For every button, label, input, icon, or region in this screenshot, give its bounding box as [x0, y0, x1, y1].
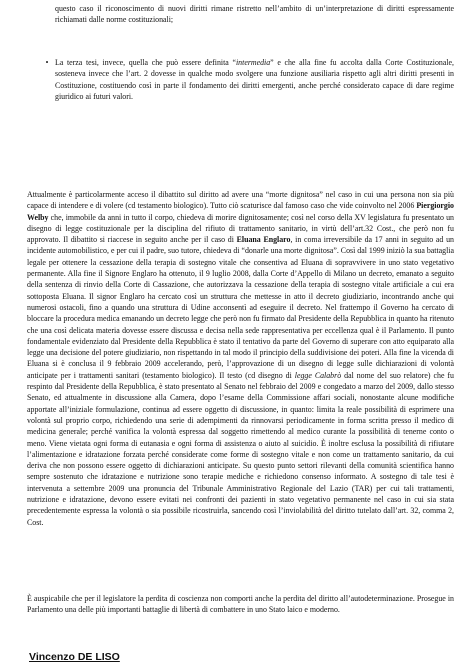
term-legge-calabro: legge Calabrò [294, 370, 342, 380]
main-paragraph [27, 189, 454, 528]
main-text-2: che, immobile da anni in tutto il corpo, chiedeva di morire dignitosamente; così nel corso della XV legislatura fu presentato un disegno di legge costituzionale per la disciplina del rifiuto di trattamento sanitario, in virtù dell’art.32 Cost., che però non fu approvato. Il dibattito si riaccese in seguito anche per il caso di [27, 212, 454, 245]
bullet-text-before: La terza tesi, invece, quella che può essere definita “ [55, 58, 236, 67]
main-text-3: , in coma irreversibile da 17 anni in seguito ad un incidente automobilistico, e per cui il padre, suo tutore, chiedeva di “donarle una morte dignitosa”. Così dal 1999 iniziò la sua battaglia legale per ottenere la cessazione della terapia di sostegno vitale che consentiva ad Eluana di sopravvivere in uno stato vegetativo permanente. Alla fine il Signore Englaro ha ottenuto, il 9 luglio 2008, dalla Corte d’Appello di Milano un decreto, emanato a seguito della sentenza di rinvio della Corte di Cassazione, che autorizzava la cessazione della terapia di sostegno vitale artificiale a cui era sottoposta Eluana. Il signor Englaro ha cercato così un struttura che mettesse in atto il decreto giudiziario, incontrando anche qui numerosi ostacoli, fino a quando una struttura di Udine acconsentì ad eseguire il decreto. Nel frattempo il Governo ha cercato di bloccare la procedura medica emanando un decreto legge che però non fu firmato dal Presidente della Repubblica in quanto ha ritenuto che una così delicata materia dovesse essere discussa e decisa nella sede rappresentativa per eccellenza qual è il Parlamento. Il punto fondamentale evidenziato dal Presidente della Repubblica è stato il tentativo da parte del Governo di superare con atto equiparato alla legge una decisione del potere giudiziario, non rispettando in tal modo il principio della suddivisione dei poteri. Alla fine la vicenda di Eluana si è conclusa il 9 febbraio 2009 accelerando, però, l’approvazione di un disegno di legge sulle dichiarazioni di volontà anticipate per i trattamenti sanitari (testamento biologico). Il testo (cd disegno di [27, 235, 454, 380]
bullet-text-after: ” e che alla fine fu accolta dalla Corte Costituzionale, sosteneva invece che l’art. 2 dovesse in qualche modo svolgere una funzione ausiliaria rispetto agli altri diritti presenti in Costituzione, costituendo così in parte il fondamento dei diritti emergenti, anche perché considerato capace di dare regime giuridico ai futuri valori. [55, 58, 455, 101]
main-text-1: Attualmente è particolarmente acceso il dibattito sul diritto ad avere una “morte dignitosa” nel caso in cui una persona non sia più capace di intendere e di volere (cd testamento biologico). Tutto ciò scaturisce dal famoso caso che vide coinvolto nel 2006 [27, 190, 454, 211]
continuation-paragraph: questo caso il riconoscimento di nuovi diritti rimane ristretto nell’ambito di un’interpretazione di diritti espressamente richiamati dalle norme costituzionali; [55, 4, 454, 25]
author-signature: Vincenzo DE LISO [29, 651, 120, 663]
main-text-4: dal nome del suo relatore) che fu respinto dal Presidente della Repubblica, è stato presentato al Senato nel febbraio del 2009 e congedato a marzo del 2009, dallo stesso Senato, ed attualmente in discussione alla Camera, dopo l’esame della Commissione affari sociali, nonostante alcune modifiche apportate all’iniziale formulazione, continua ad essere oggetto di discussione, in quanto: limita la reale possibilità di esprimere una volontà sul proprio corpo, richiedendo una serie di adempimenti da rinnovarsi periodicamente in forma scritta presso il medico di medicina generale; perché vanifica la volontà espressa dal soggetto rimettendo al medico curante la possibilità di tenerne conto o meno. Viene vietata ogni forma di eutanasia e ogni forma di assistenza o aiuto al suicidio. È inoltre esclusa la possibilità di rifiutare l’alimentazione e idratazione forzata perché considerate come forme di sostegno vitale e non come un trattamento sanitario, da cui deriva che non possono essere oggetto di dichiarazioni anticipate. Su questo punto settori rilevanti della comunità scientifica hanno sempre sostenuto che idratazione e nutrizione sono terapie mediche e richiedono consenso informato. A sostegno di tale tesi è intervenuta a settembre 2009 una pronuncia del Tribunale Amministrativo Regionale del Lazio (TAR) per cui tali trattamenti, nutrizione e idratazione, devono essere evitati nei confronti dei pazienti in stato vegetativo permanente nel caso in cui sia stata precedentemente espressa la volontà o sia possibile ricostruirla, sancendo così l’inviolabilità del diritto tutelato dall’art. 32, comma 2, Cost. [27, 370, 454, 527]
bullet-text [55, 57, 454, 102]
italic-term-intermedia: intermedia [235, 58, 271, 67]
closing-paragraph: È auspicabile che per il legislatore la perdita di coscienza non comporti anche la perdita del diritto all’autodeterminazione. Prosegue in Parlamento una delle più importanti battaglie di libertà di combattere in uno Stato laico e moderno. [27, 594, 454, 615]
name-englaro: Eluana Englaro [236, 235, 291, 245]
bullet-dot-icon: • [45, 58, 49, 67]
bullet-item-third-thesis [42, 57, 454, 102]
name-welby: Piergiorgio Welby [27, 201, 454, 222]
